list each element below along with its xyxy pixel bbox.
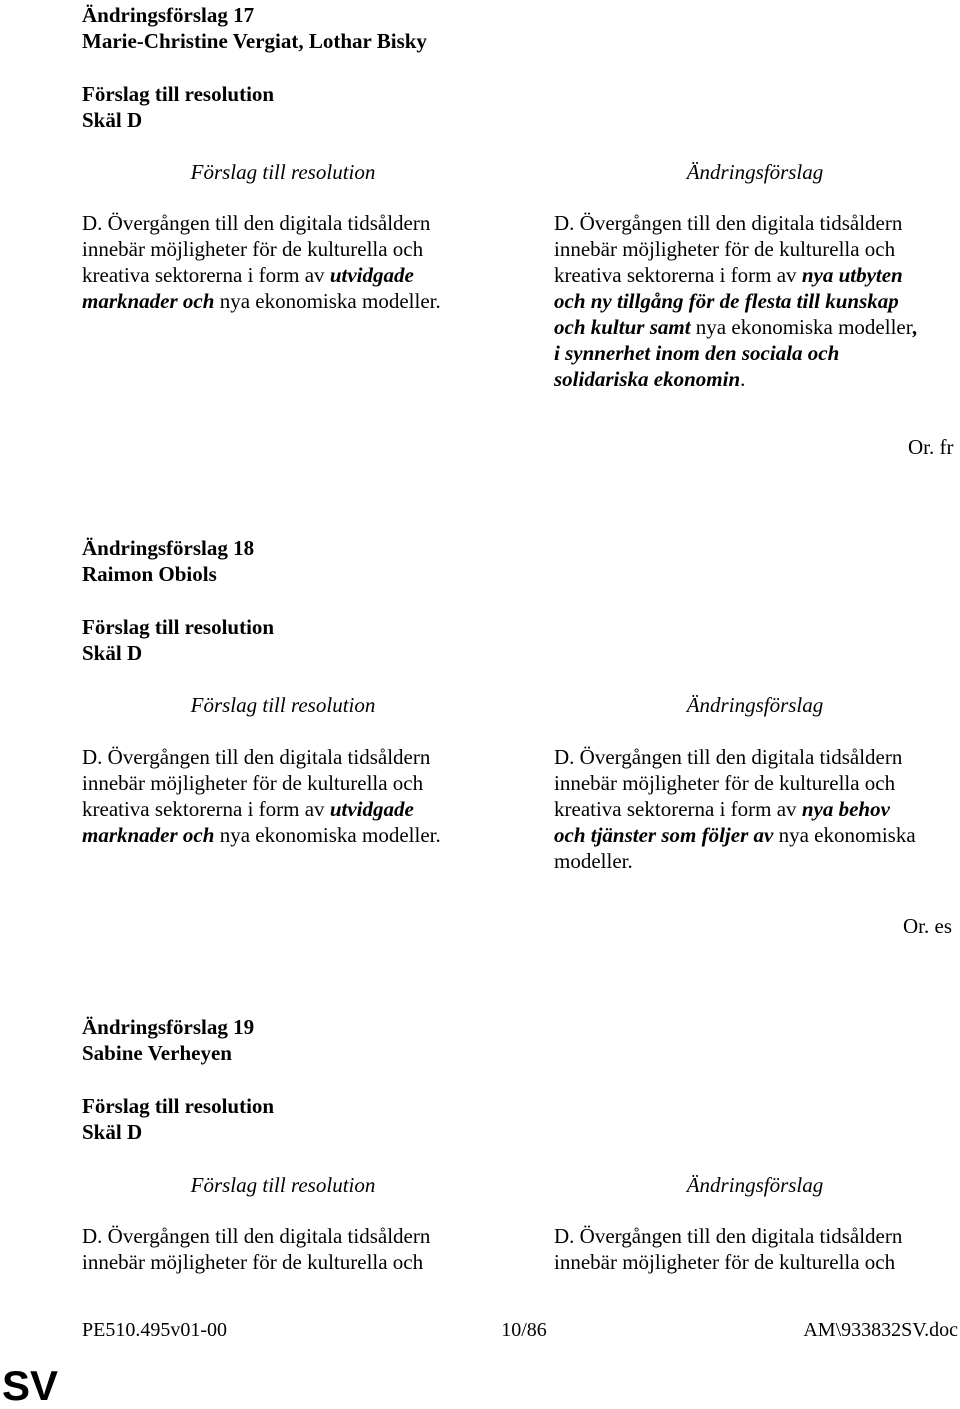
original-language: Or. fr — [908, 435, 954, 459]
amendment-emphasis: , — [912, 315, 918, 339]
left-column-title: Förslag till resolution — [190, 1173, 376, 1197]
text-line — [554, 1249, 960, 1275]
text-line — [554, 796, 960, 822]
page-number: 10/86 — [501, 1319, 547, 1341]
text-run: D. Övergången till den digitala tidsåldern — [82, 1224, 431, 1248]
text-run: nya ekonomiska modeller — [690, 315, 913, 339]
text-run: D. Övergången till den digitala tidsåldern — [554, 745, 903, 769]
proposal-label: Förslag till resolution — [82, 1094, 275, 1118]
original-language: Or. es — [903, 914, 952, 938]
text-run: modeller. — [554, 849, 633, 873]
original-text — [82, 1223, 502, 1275]
proposal-label: Förslag till resolution — [82, 82, 275, 106]
left-column-title: Förslag till resolution — [190, 693, 376, 717]
right-column-title: Ändringsförslag — [686, 160, 824, 184]
text-run: D. Övergången till den digitala tidsåldern — [82, 745, 431, 769]
amendment-emphasis: marknader och — [82, 289, 215, 313]
amendment-emphasis: utvidgade — [329, 263, 414, 287]
text-run: nya ekonomiska — [773, 823, 916, 847]
text-run: innebär möjligheter för de kulturella och — [82, 771, 424, 795]
text-line — [82, 1249, 502, 1275]
text-line — [554, 1223, 960, 1249]
amendment-heading: Ändringsförslag 18 — [82, 536, 255, 560]
amendment-emphasis: och kultur samt — [554, 315, 691, 339]
text-run: . — [740, 367, 746, 391]
original-text — [82, 744, 502, 848]
text-run: D. Övergången till den digitala tidsåldern — [82, 211, 431, 235]
text-run: kreativa sektorerna i form av — [554, 263, 802, 287]
amendment-emphasis: nya utbyten — [801, 263, 903, 287]
amended-text — [554, 210, 960, 392]
amendment-heading: Ändringsförslag 17 — [82, 3, 255, 27]
amendment-emphasis: nya behov — [801, 797, 890, 821]
amended-text — [554, 1223, 960, 1275]
amendment-emphasis: och tjänster som följer av — [554, 823, 774, 847]
amendment-emphasis: solidariska ekonomin — [554, 367, 741, 391]
text-line — [554, 288, 960, 314]
document-filename: AM\933832SV.doc — [803, 1319, 958, 1341]
document-reference: PE510.495v01-00 — [82, 1319, 227, 1341]
text-line — [554, 236, 960, 262]
text-run: nya ekonomiska modeller. — [214, 289, 441, 313]
amendment-authors: Raimon Obiols — [82, 562, 217, 586]
text-run: innebär möjligheter för de kulturella och — [554, 1250, 896, 1274]
text-line — [82, 744, 502, 770]
text-line — [554, 744, 960, 770]
amendment-emphasis: marknader och — [82, 823, 215, 847]
right-column-title: Ändringsförslag — [686, 1173, 824, 1197]
text-run: D. Övergången till den digitala tidsåldern — [554, 211, 903, 235]
text-line — [82, 1223, 502, 1249]
recital-label: Skäl D — [82, 1120, 143, 1144]
text-run: kreativa sektorerna i form av — [82, 797, 330, 821]
text-line — [554, 848, 960, 874]
left-column-title: Förslag till resolution — [190, 160, 376, 184]
amended-text — [554, 744, 960, 874]
text-run: kreativa sektorerna i form av — [554, 797, 802, 821]
amendment-emphasis: i synnerhet inom den sociala och — [554, 341, 840, 365]
text-line — [82, 236, 502, 262]
text-run: innebär möjligheter för de kulturella och — [82, 237, 424, 261]
original-text — [82, 210, 502, 314]
text-run: innebär möjligheter för de kulturella och — [554, 771, 896, 795]
text-line — [554, 822, 960, 848]
amendment-heading: Ändringsförslag 19 — [82, 1015, 255, 1039]
text-line — [82, 288, 502, 314]
amendment-authors: Sabine Verheyen — [82, 1041, 232, 1065]
text-run: innebär möjligheter för de kulturella och — [82, 1250, 424, 1274]
text-line — [82, 770, 502, 796]
text-line — [554, 210, 960, 236]
text-line — [82, 262, 502, 288]
text-run: nya ekonomiska modeller. — [214, 823, 441, 847]
amendment-authors: Marie-Christine Vergiat, Lothar Bisky — [82, 29, 427, 53]
proposal-label: Förslag till resolution — [82, 615, 275, 639]
text-line — [554, 770, 960, 796]
text-line — [554, 340, 960, 366]
text-line — [82, 210, 502, 236]
recital-label: Skäl D — [82, 641, 143, 665]
text-run: kreativa sektorerna i form av — [82, 263, 330, 287]
language-mark: SV — [2, 1362, 59, 1409]
text-line — [554, 366, 960, 392]
text-run: D. Övergången till den digitala tidsåldern — [554, 1224, 903, 1248]
right-column-title: Ändringsförslag — [686, 693, 824, 717]
amendment-emphasis: utvidgade — [329, 797, 414, 821]
text-run: innebär möjligheter för de kulturella och — [554, 237, 896, 261]
recital-label: Skäl D — [82, 108, 143, 132]
amendment-emphasis: och ny tillgång för de flesta till kunskap — [554, 289, 899, 313]
text-line — [82, 796, 502, 822]
text-line — [554, 314, 960, 340]
text-line — [554, 262, 960, 288]
text-line — [82, 822, 502, 848]
